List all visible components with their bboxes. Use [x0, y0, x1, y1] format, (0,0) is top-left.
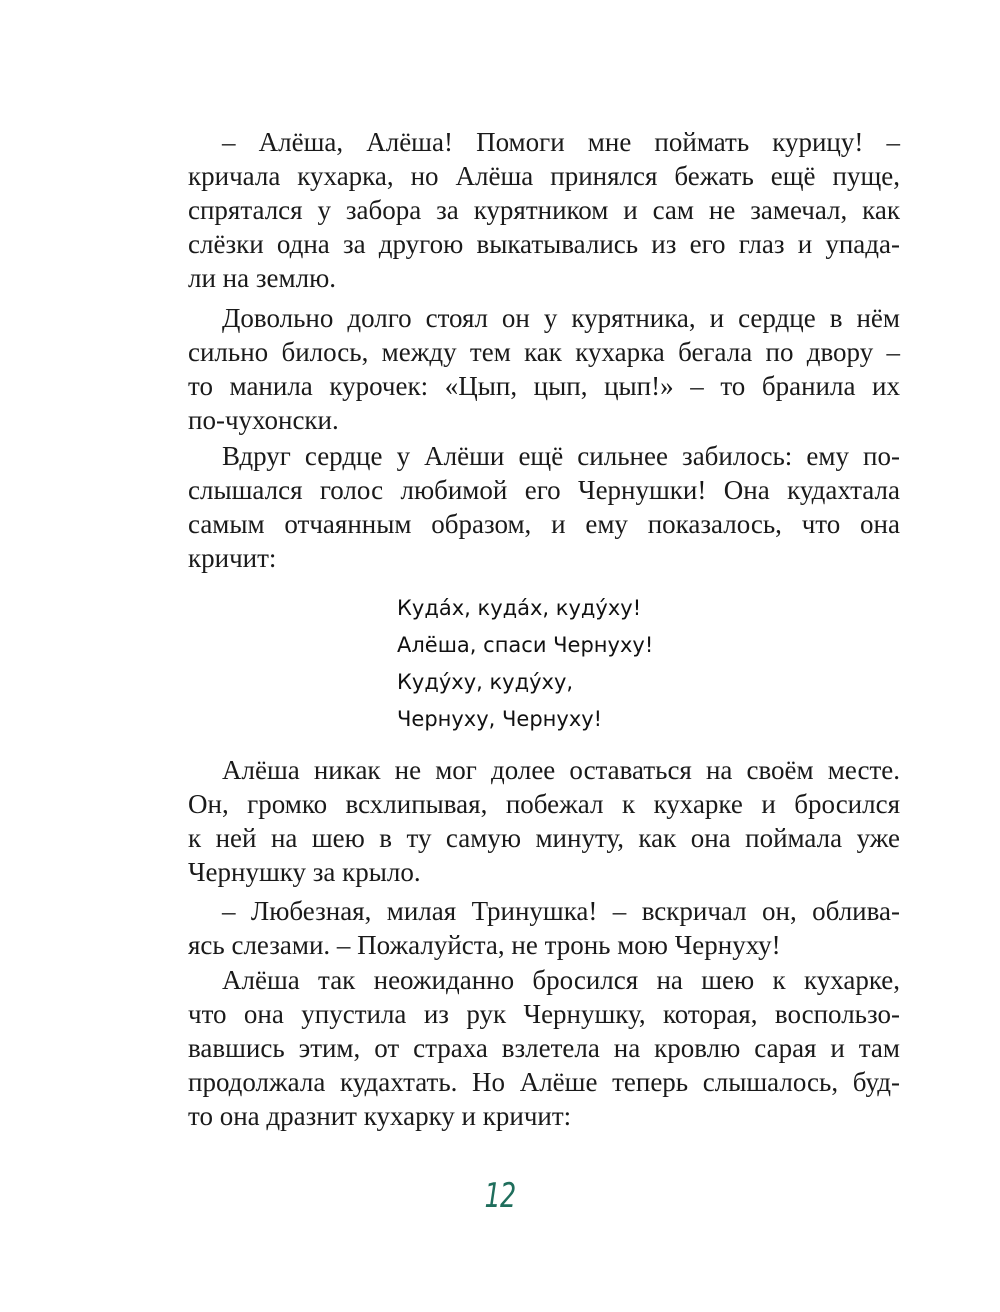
text-line: продолжала кудахтать. Но Алёше теперь слышалось, буд- [188, 1067, 900, 1097]
text-line: Он, громко всхлипывая, побежал к кухарке и бросился [188, 789, 900, 819]
paragraph-1 [188, 125, 900, 295]
text-line: спрятался у забора за курятником и сам не замечал, как [188, 195, 900, 225]
text-line: кричала кухарка, но Алёша принялся бежать ещё пуще, [188, 161, 900, 191]
text-line: – Алёша, Алёша! Помоги мне поймать курицу! – [222, 127, 900, 157]
text-line: кричит: [188, 543, 277, 573]
verse-line: Алёша, спаси Чернуху! [397, 633, 654, 657]
verse-line: Чернуху, Чернуху! [397, 707, 603, 731]
paragraph-5 [188, 894, 900, 962]
text-line: Вдруг сердце у Алёши ещё сильнее забилось: ему по- [222, 441, 900, 471]
paragraph-2 [188, 301, 900, 437]
text-line: то она дразнит кухарку и кричит: [188, 1101, 572, 1131]
verse-block [397, 590, 653, 738]
text-line: слёзки одна за другою выкатывались из его глаз и упада- [188, 229, 900, 259]
text-line: сильно билось, между тем как кухарка бегала по двору – [188, 337, 900, 367]
text-line: Алёша никак не мог долее оставаться на своём месте. [222, 755, 900, 785]
text-line: то манила курочек: «Цып, цып, цып!» – то бранила их [188, 371, 900, 401]
text-line: – Любезная, милая Тринушка! – вскричал он, облива- [222, 896, 900, 926]
text-line: самым отчаянным образом, и ему показалось, что она [188, 509, 900, 539]
verse-line: Куду́ху, куду́ху, [397, 670, 574, 694]
text-line: слышался голос любимой его Чернушки! Она кудахтала [188, 475, 900, 505]
text-line: Алёша так неожиданно бросился на шею к кухарке, [222, 965, 900, 995]
paragraph-3 [188, 439, 900, 575]
verse-line: Куда́х, куда́х, куду́ху! [397, 596, 642, 620]
text-line: Чернушку за крыло. [188, 857, 421, 887]
paragraph-6 [188, 963, 900, 1133]
text-line: к ней на шею в ту самую минуту, как она поймала уже [188, 823, 900, 853]
text-line: по-чухонски. [188, 405, 339, 435]
text-line: ясь слезами. – Пожалуйста, не тронь мою Чернуху! [188, 930, 781, 960]
text-line: вавшись этим, от страха взлетела на кровлю сарая и там [188, 1033, 900, 1063]
text-line: ли на землю. [188, 263, 336, 293]
page-number: 12 [484, 1176, 516, 1216]
text-line: что она упустила из рук Чернушку, которая, воспользо- [188, 999, 900, 1029]
paragraph-4 [188, 753, 900, 889]
text-line: Довольно долго стоял он у курятника, и сердце в нём [222, 303, 900, 333]
